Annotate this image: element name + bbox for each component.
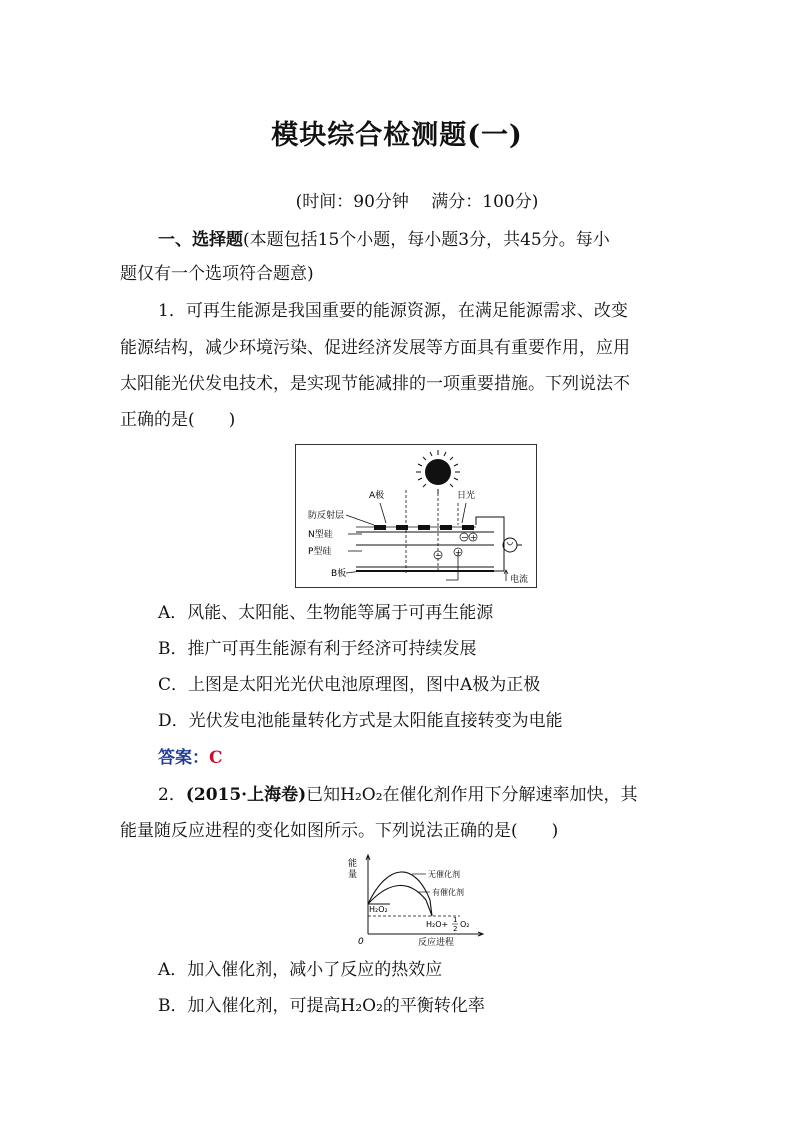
answer-label: 答案： xyxy=(158,748,209,768)
p-silicon-label: P型硅 xyxy=(308,547,332,557)
with-catalyst-label: 有催化剂 xyxy=(432,888,464,897)
q1-option-c: C．上图是太阳光光伏电池原理图，图中A极为正极 xyxy=(158,675,541,695)
section-desc-2: 题仅有一个选项符合题意) xyxy=(120,264,314,284)
y-label-2: 量 xyxy=(348,870,358,880)
charge-plus: + xyxy=(455,548,462,557)
section-heading-line-1 xyxy=(158,228,714,252)
a-pole-electrodes xyxy=(374,525,474,530)
q2-number: 2． xyxy=(158,785,186,805)
sunlight-label: 日光 xyxy=(457,491,476,501)
q1-option-d: D．光伏发电池能量转化方式是太阳能直接转变为电能 xyxy=(158,711,563,731)
product-label: H₂O+ xyxy=(426,920,449,929)
q2-stem-rest: 已知H₂O₂在催化剂作用下分解速率加快，其 xyxy=(306,785,638,805)
charge-minus: − xyxy=(461,533,468,542)
n-silicon-label: N型硅 xyxy=(308,530,333,540)
label-arrows xyxy=(346,515,374,573)
page-title: 模块综合检测题(一) xyxy=(271,120,523,151)
reactant-label: H₂O₂ xyxy=(369,905,388,914)
q1-stem-line: 1．可再生能源是我国重要的能源资源，在满足能源需求、改变 xyxy=(158,301,628,321)
x-axis-label: 反应进程 xyxy=(418,938,455,948)
sun-icon xyxy=(416,450,460,494)
q1-stem-line: 太阳能光伏发电技术，是实现节能减排的一项重要措施。下列说法不 xyxy=(120,374,630,394)
q2-source: (2015·上海卷) xyxy=(185,785,307,805)
a-pole-label: A极 xyxy=(369,491,385,501)
o2-label: O₂ xyxy=(460,920,470,929)
no-catalyst-label: 无催化剂 xyxy=(428,870,460,879)
q2-stem-line-2: 能量随反应进程的变化如图所示。下列说法正确的是( ) xyxy=(120,821,559,841)
a-pole-pointer xyxy=(380,503,386,523)
solar-cell-diagram xyxy=(296,445,536,587)
charges xyxy=(434,533,477,560)
anti-reflect-label: 防反射层 xyxy=(308,511,345,521)
lamp-icon xyxy=(507,542,513,545)
q1-option-a: A．风能、太阳能、生物能等属于可再生能源 xyxy=(158,603,494,623)
answer-value: C xyxy=(209,748,223,768)
q1-stem-line: 正确的是( ) xyxy=(120,410,236,430)
energy-profile-diagram xyxy=(340,852,490,948)
exam-meta: (时间：90分钟 满分：100分) xyxy=(295,192,539,212)
q2-stem-line-1 xyxy=(158,783,714,807)
sunlight-pointer xyxy=(462,503,466,523)
q1-answer-line xyxy=(158,746,714,770)
q1-stem-line: 能源结构，减少环境污染、促进经济发展等方面具有重要作用，应用 xyxy=(120,338,630,358)
q2-option-a: A．加入催化剂，减小了反应的热效应 xyxy=(158,960,443,980)
energy-profile-figure xyxy=(340,852,490,948)
q2-option-b: B．加入催化剂，可提高H₂O₂的平衡转化率 xyxy=(158,996,485,1016)
current-label: 电流 xyxy=(510,575,529,585)
solar-cell-figure xyxy=(295,444,537,588)
half-numerator: 1 xyxy=(453,916,458,924)
external-circuit xyxy=(476,517,522,571)
section-heading: 一、选择题 xyxy=(158,230,243,250)
q1-option-b: B．推广可再生能源有利于经济可持续发展 xyxy=(158,639,477,659)
origin-label: 0 xyxy=(358,937,364,947)
charge-minus: − xyxy=(435,551,442,560)
half-denominator: 2 xyxy=(453,925,458,933)
b-pole-label: B板 xyxy=(331,569,347,579)
charge-plus: + xyxy=(470,533,477,542)
y-label-1: 能 xyxy=(348,859,358,869)
section-desc-1: (本题包括15个小题，每小题3分，共45分。每小 xyxy=(243,230,610,250)
